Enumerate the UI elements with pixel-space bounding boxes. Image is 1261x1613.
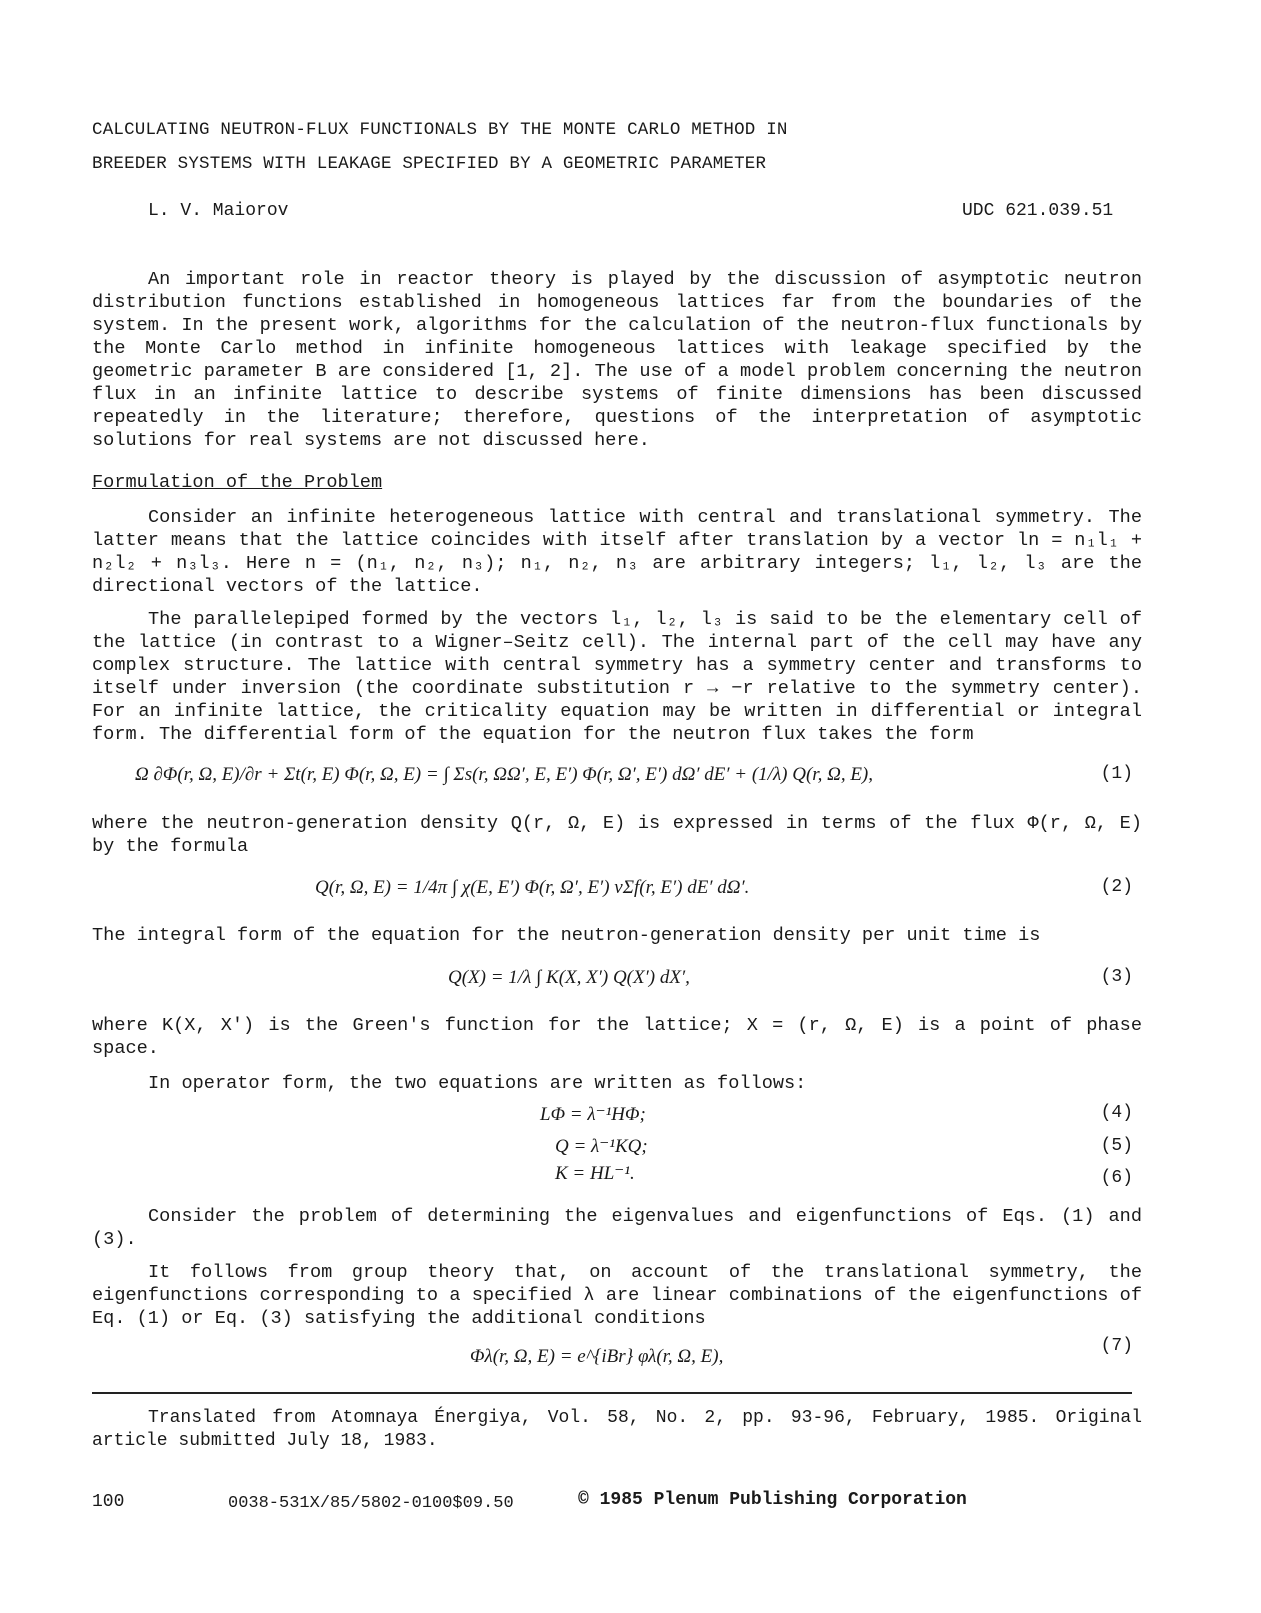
paragraph-eigenvalue-problem: Consider the problem of determining the eigenvalues and eigenfunctions of Eqs. (1) and (3). bbox=[92, 1206, 1142, 1250]
copyright-notice: © 1985 Plenum Publishing Corporation bbox=[578, 1490, 967, 1510]
document-code: 0038-531X/85/5802-0100$09.50 bbox=[228, 1494, 514, 1513]
paragraph-integral-form: The integral form of the equation for the neutron-generation density per unit time is bbox=[92, 925, 1041, 946]
page-number: 100 bbox=[92, 1492, 125, 1512]
paragraph-parallelepiped: The parallelepiped formed by the vectors l₁, l₂, l₃ is said to be the elementary cell of the lattice (in contrast to a Wigner–Seitz cell). The internal part of the cell may have any complex structure. The lattice with central symmetry has a symmetry center and transforms to itself under inversion (the coordinate substitution r → −r relative to the symmetry center). For an infinite lattice, the criticality equation may be written in differential or integral form. The differential form of the equation for the neutron flux takes the form bbox=[92, 609, 1142, 745]
paragraph-lattice: Consider an infinite heterogeneous lattice with central and translational symmetry. The latter means that the lattice coincides with itself after translation by a vector ln = n₁l₁ + n₂l₂ + n₃l₃. Here n = (n₁, n₂, n₃); n₁, n₂, n₃ are arbitrary integers; l₁, l₂, l₃ are the directional vectors of the lattice. bbox=[92, 507, 1142, 597]
paragraph-group-theory: It follows from group theory that, on account of the translational symmetry, the eigenfunctions corresponding to a specified λ are linear combinations of the eigenfunctions of Eq. (1) or Eq. (3) satisfying the additional conditions bbox=[92, 1262, 1142, 1329]
paragraph-generation-density: where the neutron-generation density Q(r, Ω, E) is expressed in terms of the flux Φ(r, Ω, E) by the formula bbox=[92, 813, 1142, 857]
equation-number-5: (5) bbox=[1100, 1136, 1133, 1156]
equation-3: Q(X) = 1/λ ∫ K(X, X′) Q(X′) dX′, bbox=[448, 967, 690, 988]
equation-5: Q = λ⁻¹KQ; bbox=[555, 1136, 648, 1157]
equation-number-4: (4) bbox=[1100, 1103, 1133, 1123]
equation-number-7: (7) bbox=[1100, 1336, 1133, 1356]
title-line-2: BREEDER SYSTEMS WITH LEAKAGE SPECIFIED BY A GEOMETRIC PARAMETER bbox=[92, 154, 767, 174]
equation-6: K = HL⁻¹. bbox=[555, 1163, 635, 1184]
paragraph-greens-function: where K(X, X') is the Green's function for the lattice; X = (r, Ω, E) is a point of phase space. bbox=[92, 1015, 1142, 1059]
equation-number-6: (6) bbox=[1100, 1168, 1133, 1188]
paragraph-operator-form: In operator form, the two equations are written as follows: bbox=[148, 1073, 807, 1094]
equation-number-2: (2) bbox=[1100, 877, 1133, 897]
abstract-paragraph: An important role in reactor theory is played by the discussion of asymptotic neutron distribution functions established in homogeneous lattices far from the boundaries of the system. In the present work, algorithms for the calculation of the neutron-flux functionals by the Monte Carlo method in infinite homogeneous lattices with leakage specified by the geometric parameter B are considered [1, 2]. The use of a model problem concerning the neutron flux in an infinite lattice to describe systems of finite dimensions has been discussed repeatedly in the literature; therefore, questions of the interpretation of asymptotic solutions for real systems are not discussed here. bbox=[92, 269, 1142, 451]
equation-7: Φλ(r, Ω, E) = e^{iBr} φλ(r, Ω, E), bbox=[470, 1346, 724, 1367]
udc-code: UDC 621.039.51 bbox=[962, 201, 1114, 221]
footnote-divider bbox=[92, 1392, 1132, 1394]
equation-number-1: (1) bbox=[1100, 764, 1133, 784]
section-heading: Formulation of the Problem bbox=[92, 472, 383, 493]
translation-footnote: Translated from Atomnaya Énergiya, Vol. 58, No. 2, pp. 93-96, February, 1985. Original article submitted July 18, 1983. bbox=[92, 1408, 1142, 1451]
equation-number-3: (3) bbox=[1100, 967, 1133, 987]
equation-1: Ω ∂Φ(r, Ω, E)/∂r + Σt(r, E) Φ(r, Ω, E) = ∫ Σs(r, ΩΩ′, E, E′) Φ(r, Ω′, E′) dΩ′ dE′ + (1/λ) Q(r, Ω, E), bbox=[135, 764, 874, 785]
equation-4: LΦ = λ⁻¹HΦ; bbox=[540, 1104, 646, 1125]
author: L. V. Maiorov bbox=[148, 201, 289, 221]
equation-2: Q(r, Ω, E) = 1/4π ∫ χ(E, E′) Φ(r, Ω′, E′) νΣf(r, E′) dE′ dΩ′. bbox=[315, 877, 750, 898]
title-line-1: CALCULATING NEUTRON-FLUX FUNCTIONALS BY THE MONTE CARLO METHOD IN bbox=[92, 120, 788, 140]
